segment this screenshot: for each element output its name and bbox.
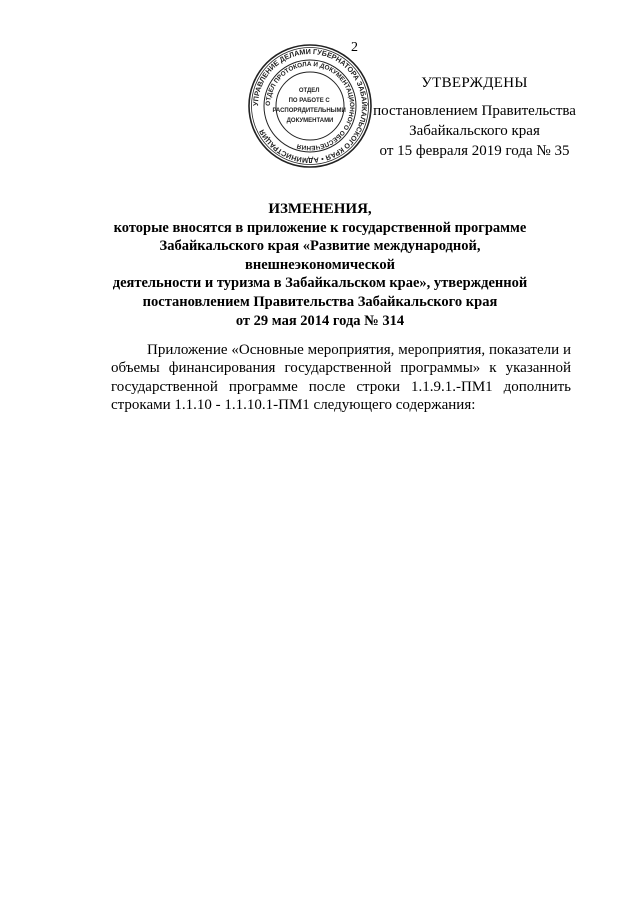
approval-line-3: от 15 февраля 2019 года № 35: [379, 143, 570, 159]
seal-center-line-3: РАСПОРЯДИТЕЛЬНЫМИ: [272, 108, 346, 114]
heading-line-1: которые вносятся в приложение к государственной программе: [113, 219, 527, 236]
seal-center-line-1: ОТДЕЛ: [298, 88, 320, 94]
body-paragraph: Приложение «Основные мероприятия, мероприятия, показатели и объемы финансирования государственной программы» к указанной государственной программе после строки 1.1.9.1.-ПМ1 дополнить строками 1.1.10 - 1.1.10.1-ПМ1 следующего содержания:: [111, 342, 571, 413]
approval-title: УТВЕРЖДЕНЫ: [421, 75, 528, 91]
heading-line-2: Забайкальского края «Развитие международной, внешнеэкономической: [159, 238, 481, 273]
heading-line-5: от 29 мая 2014 года № 314: [235, 312, 405, 329]
seal-outer-text: УПРАВЛЕНИЕ ДЕЛАМИ ГУБЕРНАТОРА ЗАБАЙКАЛЬСКОГО КРАЯ • АДМИНИСТРАЦИЯ: [250, 46, 370, 166]
approval-block: [362, 73, 587, 161]
heading-line-3: деятельности и туризма в Забайкальском крае», утвержденной: [112, 275, 528, 292]
seal-inner-text: ОТДЕЛ ПРОТОКОЛА И ДОКУМЕНТАЦИОННОГО ОБЕСПЕЧЕНИЯ: [264, 60, 356, 152]
heading-line-4: постановлением Правительства Забайкальского края: [142, 293, 498, 310]
heading-title: ИЗМЕНЕНИЯ,: [268, 201, 372, 217]
seal-center-line-2: ПО РАБОТЕ С: [288, 98, 330, 104]
page-number: 2: [351, 40, 358, 55]
official-seal: [246, 42, 374, 170]
svg-text:ОТДЕЛ ПО РАБОТЕ С РАСП: [272, 88, 347, 124]
seal-center-line-4: ДОКУМЕНТАМИ: [286, 118, 334, 124]
approval-line-1: постановлением Правительства: [373, 103, 576, 119]
approval-line-2: Забайкальского края: [409, 123, 540, 139]
document-heading: [100, 200, 540, 330]
